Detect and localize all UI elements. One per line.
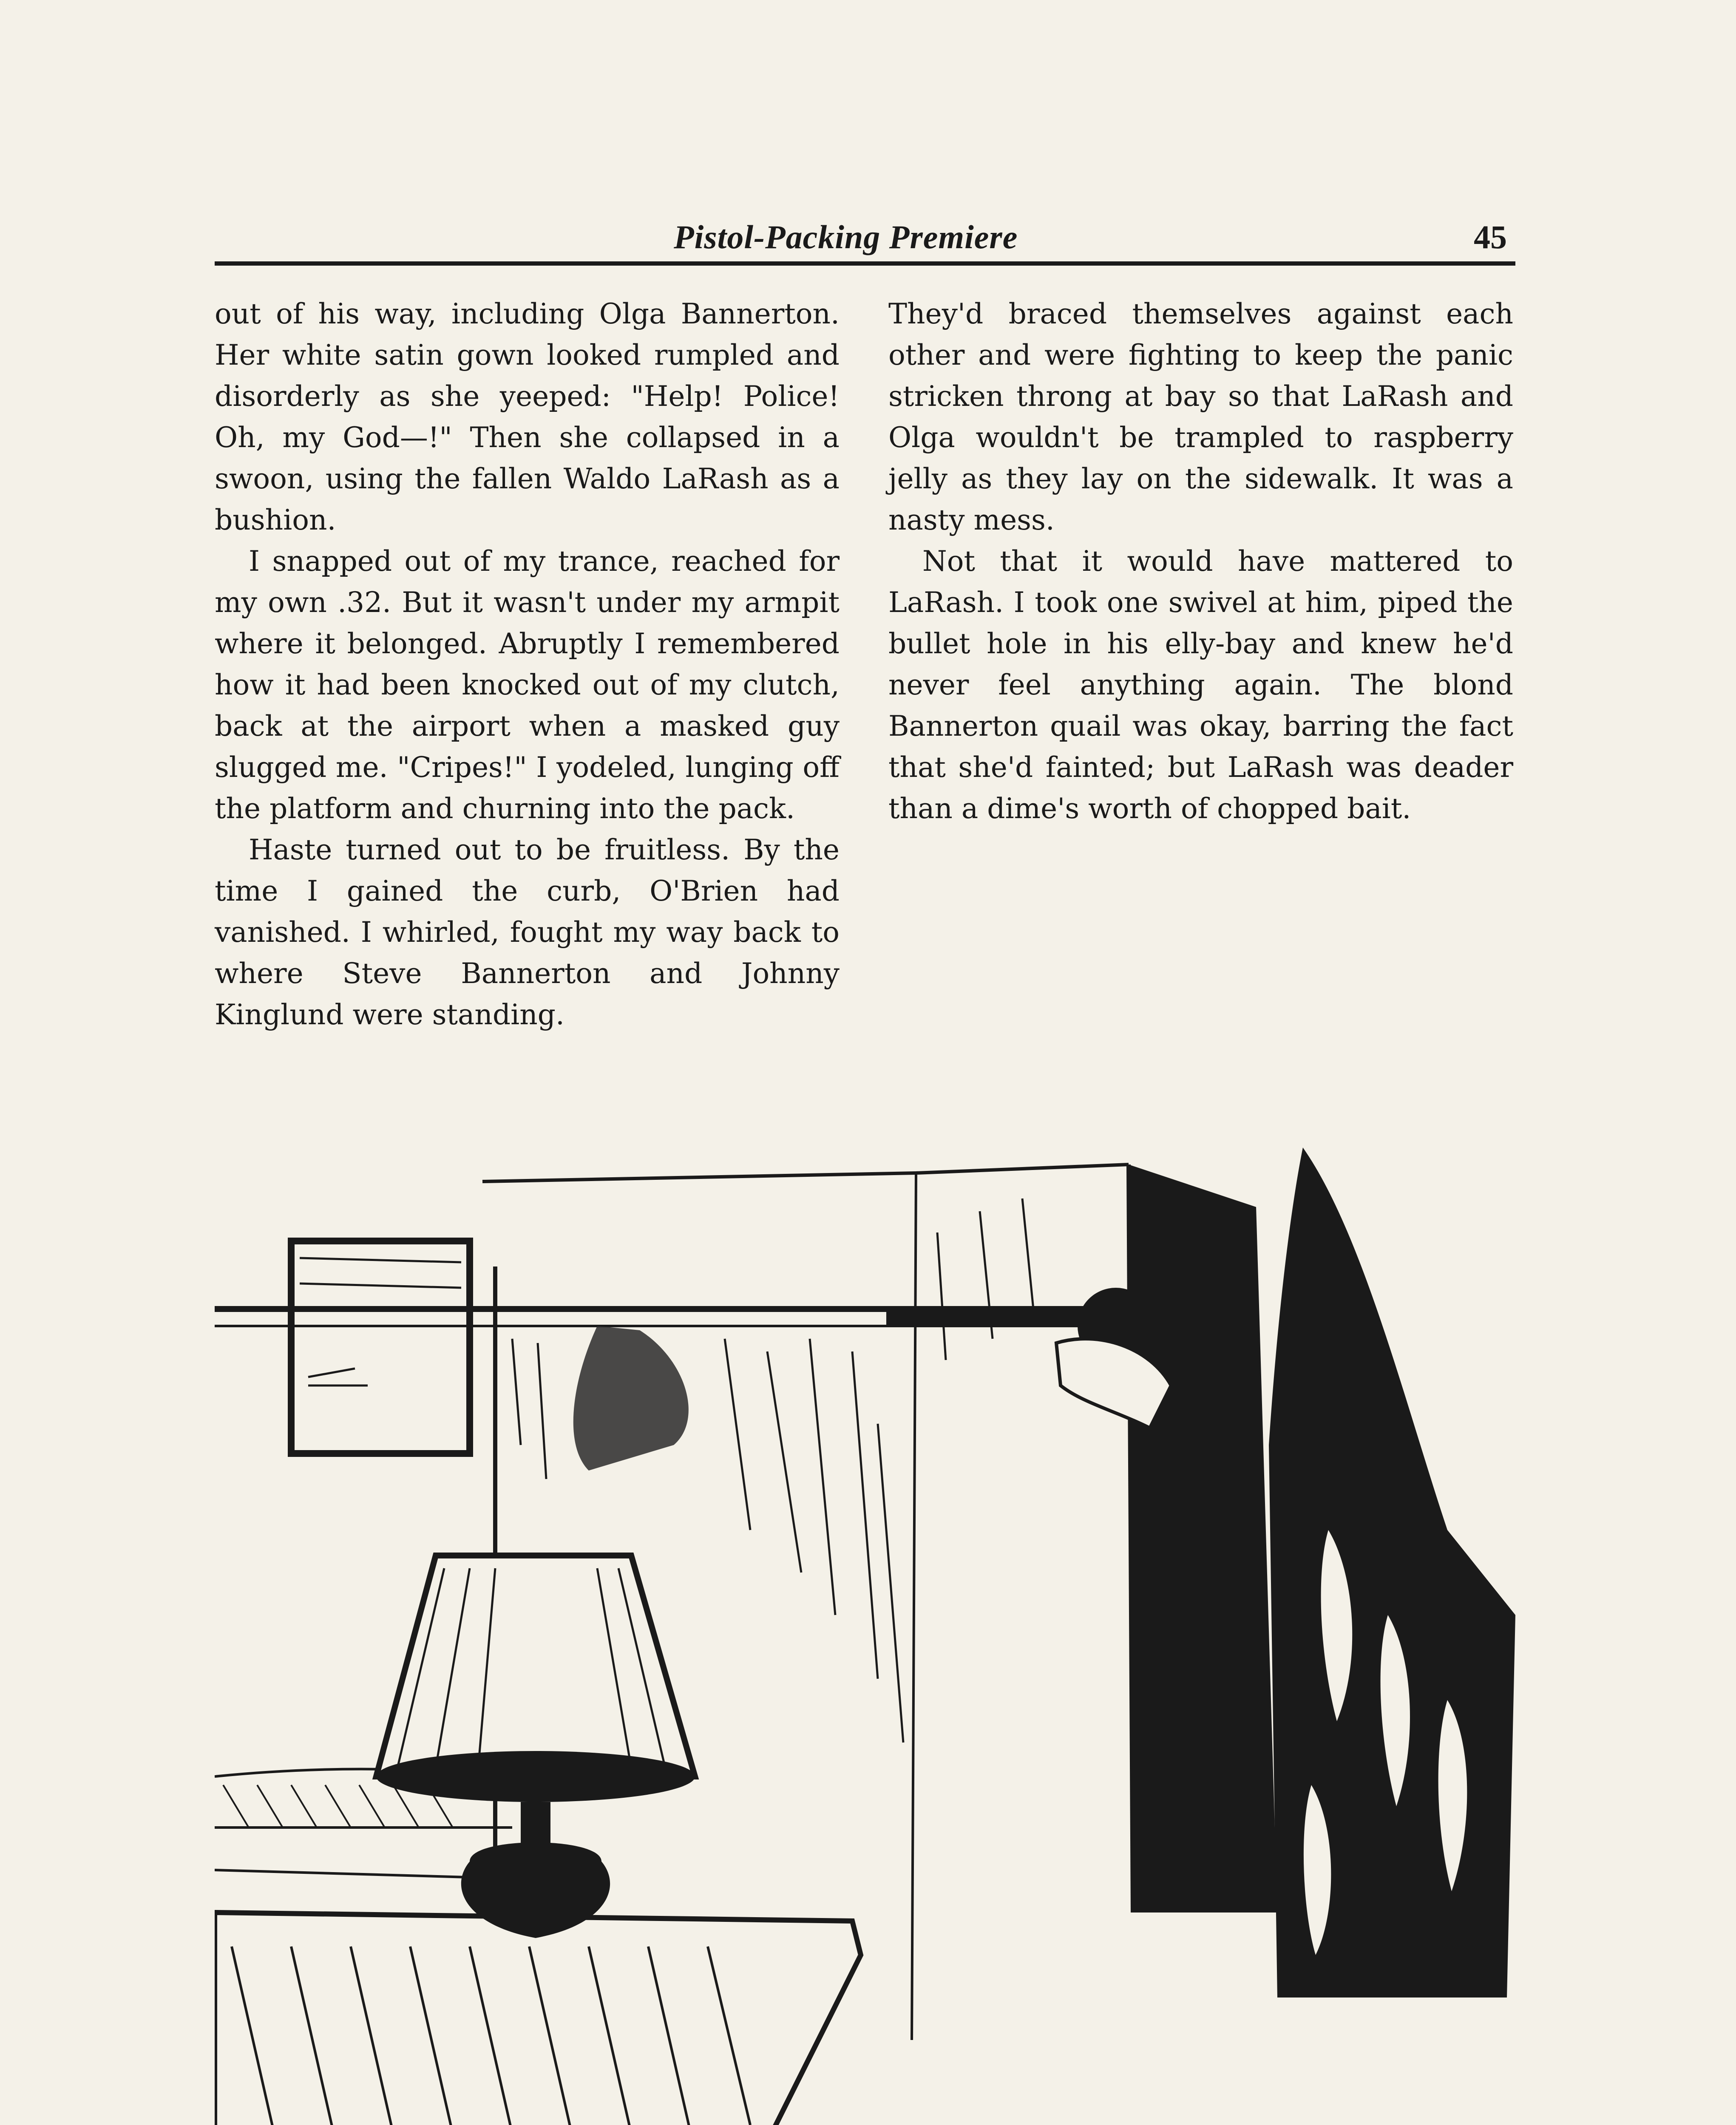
picture-hatching bbox=[300, 1258, 461, 1386]
page-number: 45 bbox=[1474, 218, 1507, 255]
story-illustration bbox=[215, 1148, 1515, 2125]
paragraph: They'd braced themselves against each other and were fighting to keep the panic stricken throng at bay so that LaRash and Olga wouldn't be trampled to raspberry jelly as they lay on the sidewalk. It was a nasty mess. bbox=[888, 298, 1513, 536]
paragraph: out of his way, including Olga Bannerton. Her white satin gown looked rumpled and disorderly as she yeeped: "Help! Police! Oh, my God—!" Then she collapsed in a swoon, using the fallen Waldo LaRash as a bushion. bbox=[215, 298, 840, 536]
wall-shadow bbox=[573, 1326, 689, 1470]
nightstand bbox=[215, 1912, 861, 2125]
paragraph: Not that it would have mattered to LaRash. I took one swivel at him, piped the bullet hole in his elly-bay and knew he'd never feel anything again. The blond Bannerton quail was okay, barring the fact that she'd fainted; but LaRash was deader than a dime's worth of chopped bait. bbox=[888, 545, 1513, 825]
running-header bbox=[215, 215, 1515, 266]
left-text-column bbox=[215, 293, 840, 1035]
picture-frame bbox=[291, 1241, 470, 1454]
running-title: Pistol-Packing Premiere bbox=[674, 218, 1018, 255]
lamp-shade bbox=[376, 1556, 695, 1776]
right-text-column bbox=[888, 293, 1513, 829]
gun-barrel bbox=[886, 1309, 1099, 1326]
paragraph: I snapped out of my trance, reached for my own .32. But it wasn't under my armpit where it belonged. Abruptly I remembered how it had been knocked out of my clutch, back at the airport when a masked guy slugged me. "Cripes!" I yodeled, lunging off the platform and churning into the pack. bbox=[215, 545, 840, 825]
lamp-shade-rim bbox=[376, 1751, 695, 1802]
curtain-dark bbox=[1129, 1164, 1277, 1912]
paragraph: Haste turned out to be fruitless. By the time I gained the curb, O'Brien had vanished. I whirled, fought my way back to where Steve Bannerton and Johnny Kinglund were standing. bbox=[215, 833, 840, 1031]
